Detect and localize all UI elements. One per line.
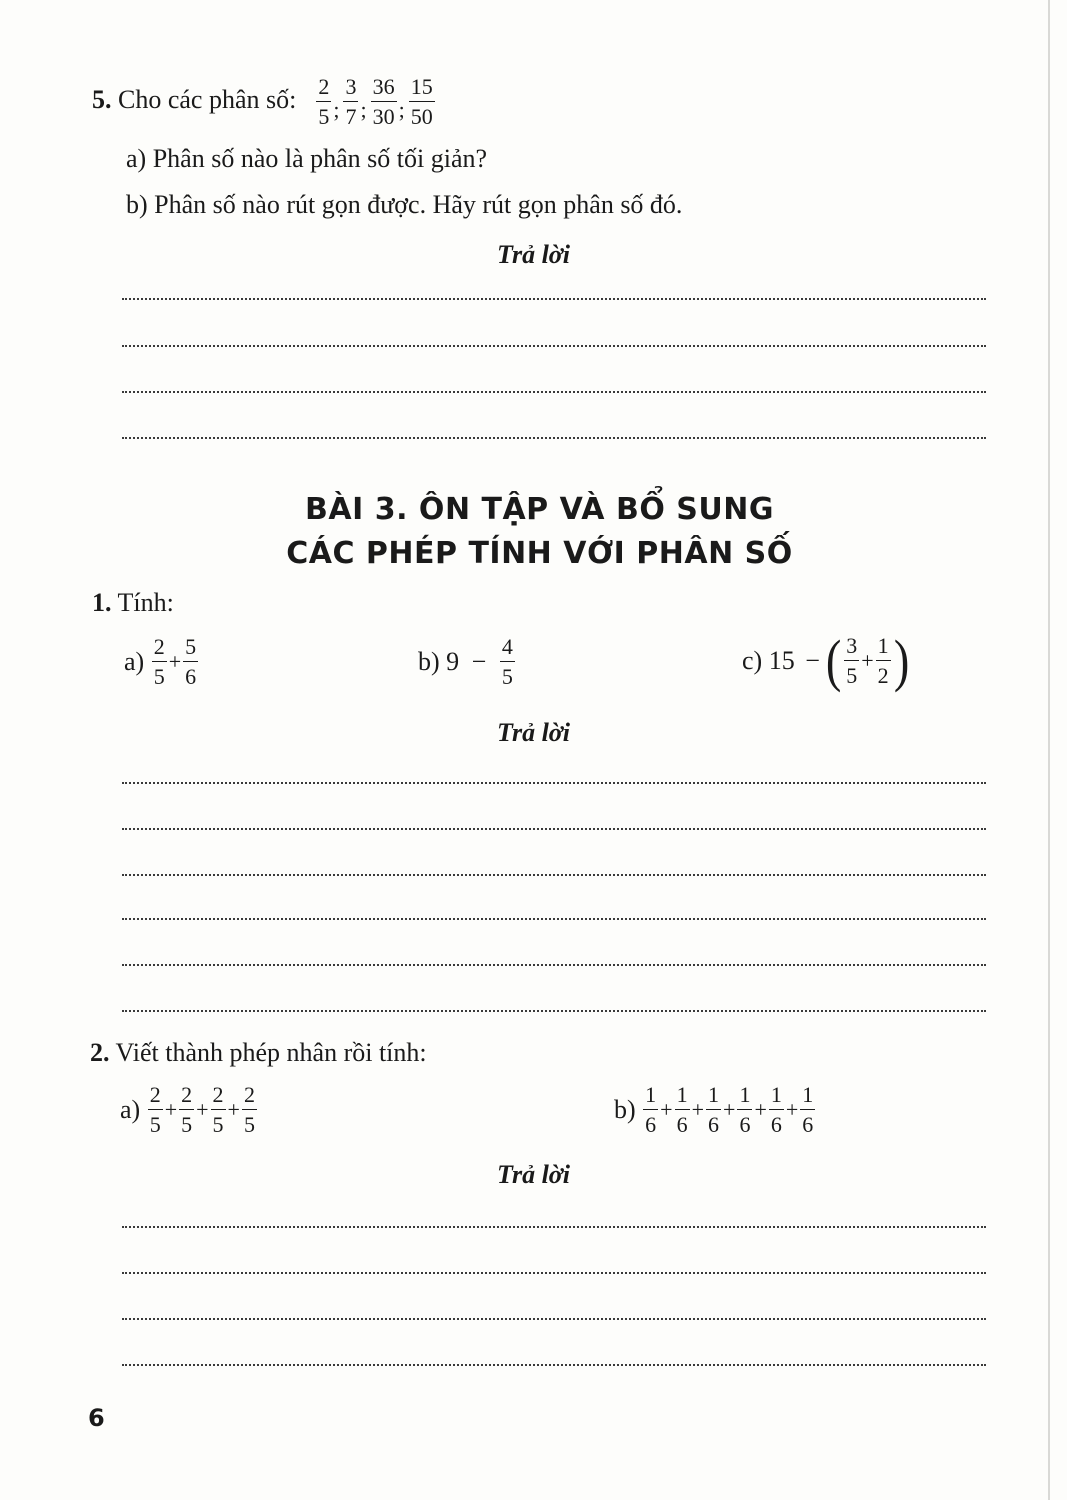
exercise-5: 5. Cho các phân số: $\frac{2}{5}$ $_;$ $\frac{3}{7}$ $_;$ $\frac{36}{30}$ $_;$ $\frac{15}{50}$ xyxy=(92,74,433,129)
fraction: $\frac{2}{5}$ xyxy=(153,634,165,689)
page-number: 6 xyxy=(88,1404,105,1432)
fraction: $\frac{1}{6}$ xyxy=(676,1082,688,1137)
exercise-1b: b) 9 − $\frac{4}{5}$ xyxy=(418,634,513,689)
lesson-title-line-2: CÁC PHÉP TÍNH VỚI PHÂN SỐ xyxy=(286,536,793,571)
fraction: $\frac{1}{2}$ xyxy=(877,633,889,688)
answer-line[interactable] xyxy=(122,391,986,393)
fraction: $\frac{3}{5}$ xyxy=(846,633,858,688)
exercise-2b: b) $\frac{1}{6}$ + $\frac{1}{6}$ + $\frac{1}{6}$ + $\frac{1}{6}$ + $\frac{1}{6}$ + $\frac{1}{6}$ xyxy=(614,1082,814,1137)
fraction: $\frac{15}{50}$ xyxy=(410,74,433,129)
answer-line[interactable] xyxy=(122,964,986,966)
answer-line[interactable] xyxy=(122,874,986,876)
answer-line[interactable] xyxy=(122,828,986,830)
exercise-1-number: 1. xyxy=(92,588,112,617)
answer-line[interactable] xyxy=(122,437,986,439)
fraction: $\frac{1}{6}$ xyxy=(739,1082,751,1137)
fraction: $\frac{2}{5}$ xyxy=(181,1082,193,1137)
exercise-1c: c) 15 − ( $\frac{3}{5}$ + $\frac{1}{2}$ ) xyxy=(742,628,910,693)
exercise-2-number: 2. xyxy=(90,1038,110,1067)
fraction: $\frac{3}{7}$ xyxy=(345,74,357,129)
fraction: $\frac{5}{6}$ xyxy=(185,634,197,689)
lesson-title-line-1: BÀI 3. ÔN TẬP VÀ BỔ SUNG xyxy=(305,492,774,527)
fraction: $\frac{1}{6}$ xyxy=(770,1082,782,1137)
exercise-2-prompt: Viết thành phép nhân rồi tính: xyxy=(115,1038,427,1067)
page-edge xyxy=(1048,0,1050,1500)
answer-heading: Trả lời xyxy=(497,240,570,269)
fraction: $\frac{1}{6}$ xyxy=(708,1082,720,1137)
answer-line[interactable] xyxy=(122,1318,986,1320)
answer-heading: Trả lời xyxy=(497,1160,570,1189)
answer-heading: Trả lời xyxy=(497,718,570,747)
exercise-1a: a) $\frac{2}{5}$ + $\frac{5}{6}$ xyxy=(124,634,197,689)
answer-line[interactable] xyxy=(122,345,986,347)
exercise-5-number: 5. xyxy=(92,84,112,114)
answer-line[interactable] xyxy=(122,1226,986,1228)
exercise-5-part-b: b) Phân số nào rút gọn được. Hãy rút gọn phân số đó. xyxy=(126,190,683,219)
fraction: $\frac{1}{6}$ xyxy=(645,1082,657,1137)
fraction: $\frac{2}{5}$ xyxy=(212,1082,224,1137)
fraction: $\frac{36}{30}$ xyxy=(372,74,395,129)
fraction: $\frac{4}{5}$ xyxy=(501,634,513,689)
answer-line[interactable] xyxy=(122,918,986,920)
exercise-1-prompt: Tính: xyxy=(117,588,174,617)
exercise-2 xyxy=(90,1040,427,1066)
exercise-1 xyxy=(92,590,174,616)
exercise-2a: a) $\frac{2}{5}$ + $\frac{2}{5}$ + $\frac{2}{5}$ + $\frac{2}{5}$ xyxy=(120,1082,255,1137)
fraction: $\frac{2}{5}$ xyxy=(318,74,330,129)
exercise-5-part-a: a) Phân số nào là phân số tối giản? xyxy=(126,144,488,173)
fraction: $\frac{2}{5}$ xyxy=(243,1082,255,1137)
answer-line[interactable] xyxy=(122,1364,986,1366)
fraction: $\frac{1}{6}$ xyxy=(802,1082,814,1137)
answer-line[interactable] xyxy=(122,782,986,784)
answer-line[interactable] xyxy=(122,1272,986,1274)
answer-line[interactable] xyxy=(122,298,986,300)
fraction: $\frac{2}{5}$ xyxy=(149,1082,161,1137)
answer-line[interactable] xyxy=(122,1010,986,1012)
exercise-5-prompt: Cho các phân số: xyxy=(118,84,297,114)
